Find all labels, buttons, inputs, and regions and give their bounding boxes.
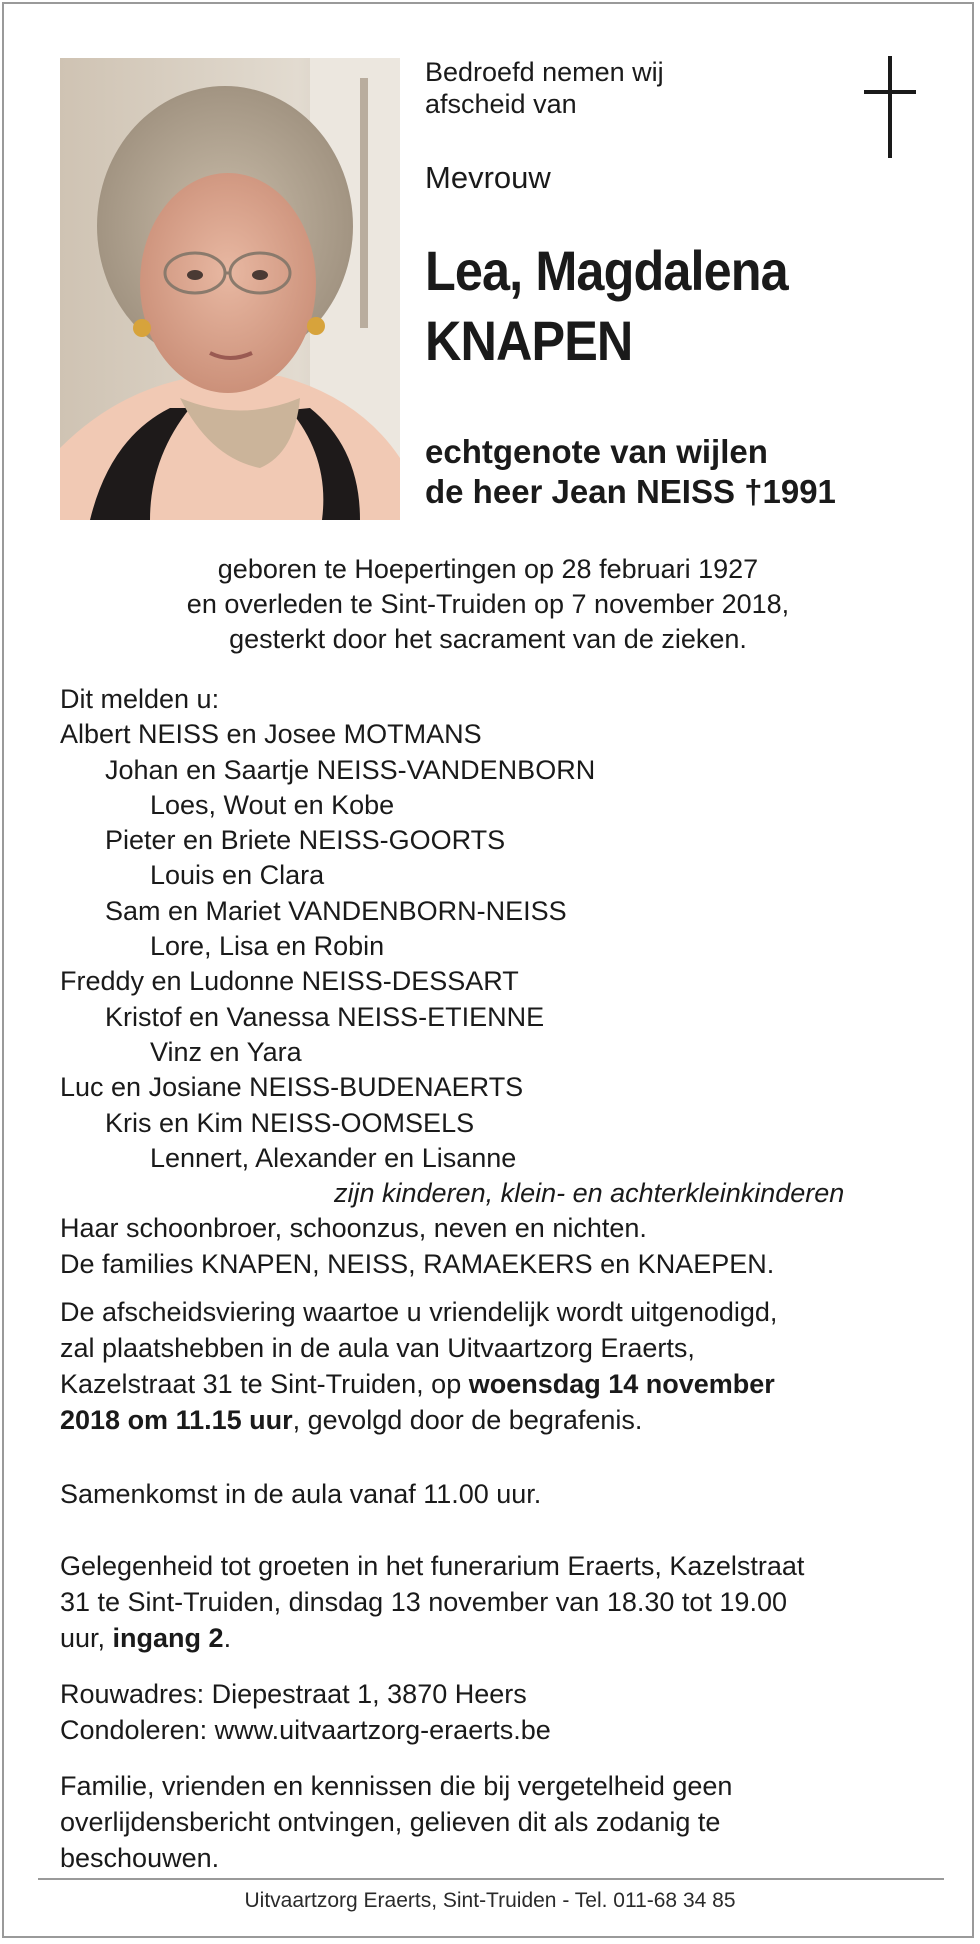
ceremony-date: woensdag 14 november	[468, 1369, 775, 1399]
family-line: Kristof en Vanessa NEISS-ETIENNE	[105, 1001, 545, 1032]
family-extra: Haar schoonbroer, schoonzus, neven en nichten.	[60, 1213, 647, 1244]
honorific: Mevrouw	[425, 160, 551, 195]
visitation-line: Gelegenheid tot groeten in het funerarium Eraerts, Kazelstraat	[60, 1551, 805, 1581]
family-extra: De families KNAPEN, NEISS, RAMAEKERS en KNAEPEN.	[60, 1248, 775, 1279]
visitation-entrance: ingang 2	[112, 1623, 224, 1653]
birth-line: geboren te Hoepertingen op 28 februari 1927	[217, 554, 759, 584]
notice-line: beschouwen.	[60, 1843, 220, 1873]
family-line: Louis en Clara	[150, 860, 325, 891]
family-line: Freddy en Ludonne NEISS-DESSART	[60, 966, 519, 997]
visitation-line: 31 te Sint-Truiden, dinsdag 13 november van 18.30 tot 19.00	[60, 1587, 787, 1617]
last-name: KNAPEN	[425, 309, 633, 372]
gathering-info: Samenkomst in de aula vanaf 11.00 uur.	[60, 1479, 542, 1509]
spouse-info	[425, 432, 836, 512]
ceremony-burial: , gevolgd door de begrafenis.	[292, 1405, 643, 1435]
visitation-info	[60, 1548, 940, 1656]
condolence-link[interactable]: Condoleren: www.uitvaartzorg-eraerts.be	[60, 1715, 551, 1745]
ceremony-info	[60, 1294, 940, 1438]
deceased-name	[425, 236, 788, 376]
visitation-suffix: .	[223, 1623, 232, 1653]
ceremony-location: Kazelstraat 31 te Sint-Truiden, op	[60, 1369, 469, 1399]
family-line: Lore, Lisa en Robin	[150, 931, 385, 962]
family-line: Johan en Saartje NEISS-VANDENBORN	[105, 754, 596, 785]
family-line: Pieter en Briete NEISS-GOORTS	[105, 825, 506, 856]
family-line: Sam en Mariet VANDENBORN-NEISS	[105, 895, 567, 926]
first-names: Lea, Magdalena	[425, 239, 788, 302]
family-intro: Dit melden u:	[60, 684, 220, 714]
family-line: Loes, Wout en Kobe	[150, 789, 395, 820]
ceremony-time: 2018 om 11.15 uur	[60, 1405, 293, 1435]
mourning-address: Rouwadres: Diepestraat 1, 3870 Heers	[60, 1679, 527, 1709]
ceremony-line: De afscheidsviering waartoe u vriendelijk wordt uitgenodigd,	[60, 1297, 778, 1327]
family-line: Kris en Kim NEISS-OOMSELS	[105, 1107, 475, 1138]
notice-line: overlijdensbericht ontvingen, gelieven dit als zodanig te	[60, 1807, 721, 1837]
family-relation: zijn kinderen, klein- en achterkleinkinderen	[334, 1178, 845, 1209]
notice-info	[60, 1768, 940, 1876]
visitation-line	[60, 1620, 940, 1656]
contact-info	[60, 1676, 940, 1748]
death-line: en overleden te Sint-Truiden op 7 november 2018,	[186, 589, 790, 619]
cross-icon	[860, 56, 920, 160]
ceremony-line: zal plaatshebben in de aula van Uitvaartzorg Eraerts,	[60, 1333, 695, 1363]
spouse-line: echtgenote van wijlen	[425, 433, 768, 470]
ceremony-line	[60, 1366, 940, 1402]
family-line: Lennert, Alexander en Lisanne	[150, 1142, 517, 1173]
footer-text: Uitvaartzorg Eraerts, Sint-Truiden - Tel. 011-68 34 85	[244, 1889, 736, 1912]
intro-text	[425, 56, 664, 120]
ceremony-line	[60, 1402, 940, 1438]
intro-line: Bedroefd nemen wij	[425, 57, 664, 87]
visitation-prefix: uur,	[60, 1623, 113, 1653]
intro-line: afscheid van	[425, 89, 577, 119]
family-line: Albert NEISS en Josee MOTMANS	[60, 719, 482, 750]
birth-death-info	[60, 552, 916, 657]
footer-divider	[38, 1878, 944, 1880]
family-line: Luc en Josiane NEISS-BUDENAERTS	[60, 1072, 524, 1103]
sacrament-line: gesterkt door het sacrament van de zieken.	[229, 624, 747, 654]
portrait-photo	[60, 58, 400, 520]
family-list	[60, 682, 940, 1282]
family-line: Vinz en Yara	[150, 1036, 302, 1067]
notice-line: Familie, vrienden en kennissen die bij vergetelheid geen	[60, 1771, 733, 1801]
spouse-line: de heer Jean NEISS †1991	[425, 473, 836, 510]
